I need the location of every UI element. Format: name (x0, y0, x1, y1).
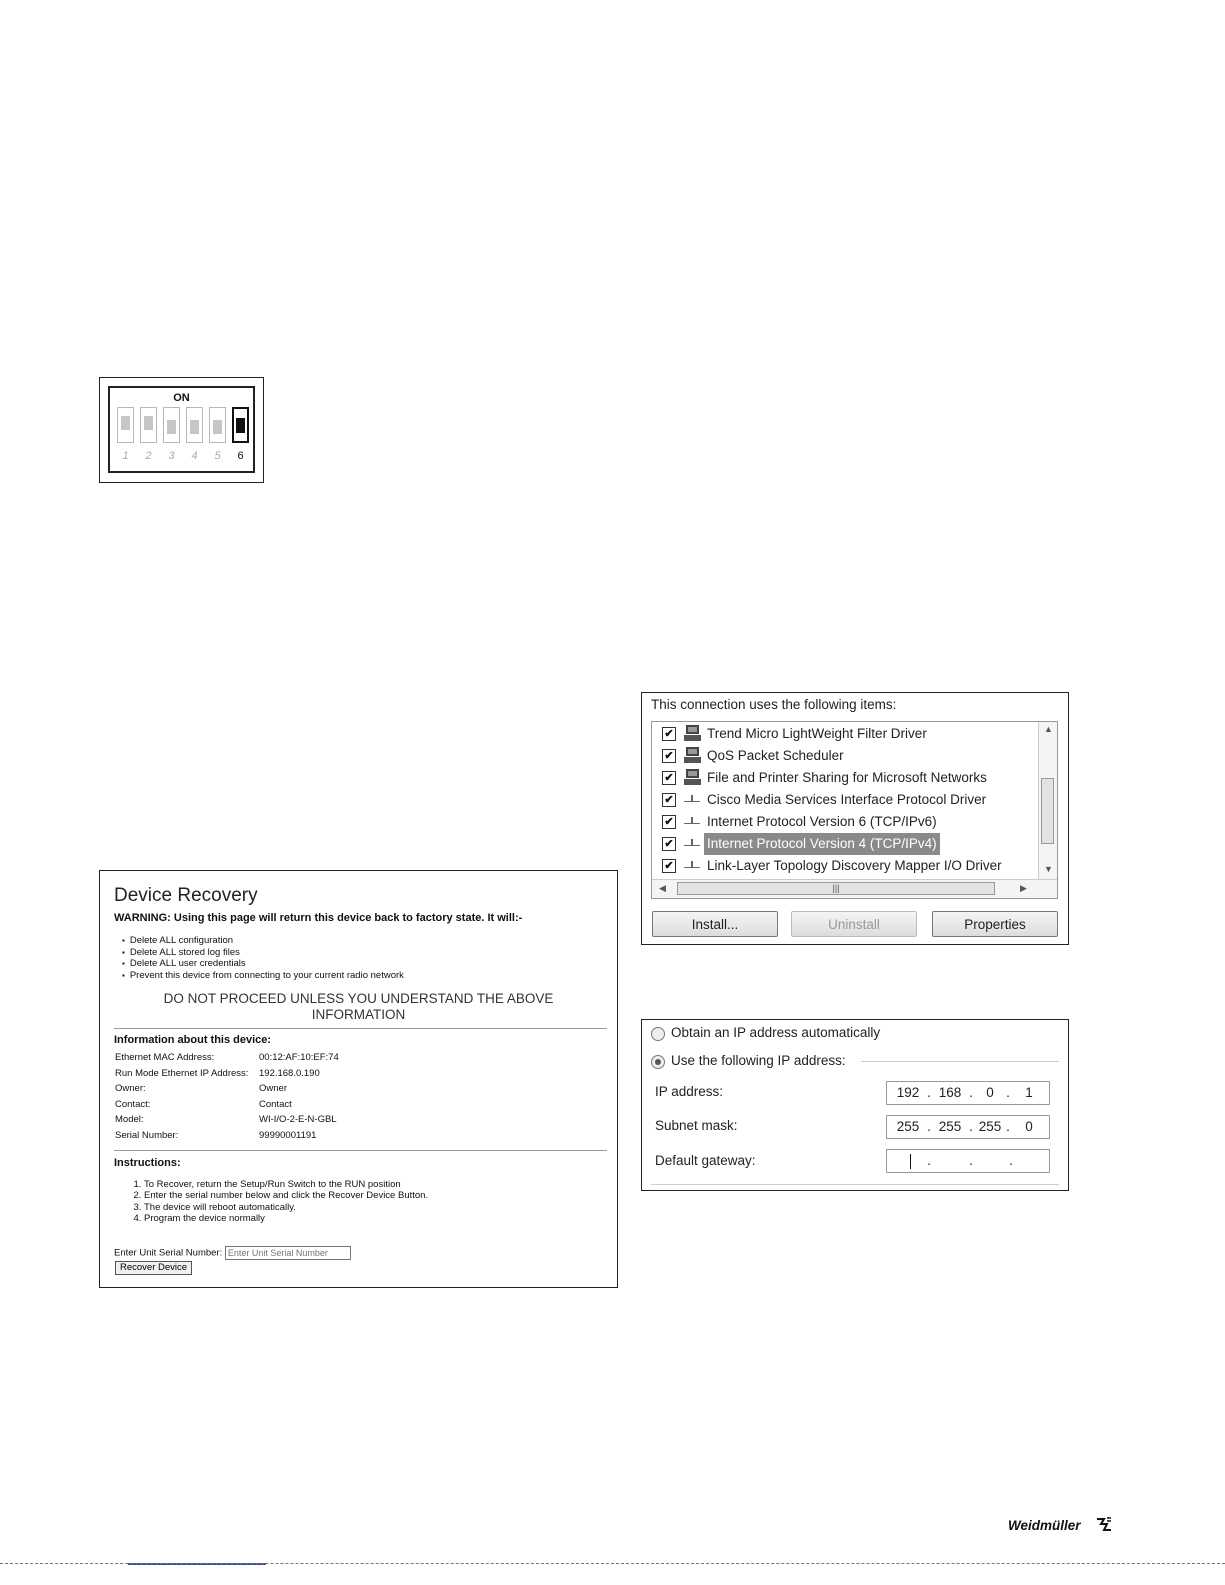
connection-items-panel (641, 692, 1069, 945)
info-value: Owner (259, 1083, 287, 1095)
use-following-radio[interactable] (651, 1055, 665, 1069)
table-row (115, 1052, 339, 1068)
list-item[interactable] (652, 767, 1042, 789)
subnet-mask-field[interactable]: 255 . 255 . 255 . 0 (886, 1115, 1050, 1139)
text-cursor (910, 1154, 911, 1169)
list-item: 4. Program the device normally (144, 1213, 428, 1224)
serial-row (114, 1246, 351, 1260)
ip-octet: 192 (896, 1085, 920, 1100)
list-item: 3. The device will reboot automatically. (144, 1202, 428, 1213)
vertical-scrollbar[interactable] (1038, 722, 1057, 880)
dip-switch-3 (163, 407, 180, 443)
serial-input[interactable] (225, 1246, 351, 1260)
item-label: QoS Packet Scheduler (707, 748, 844, 763)
ip-octet: 255 (978, 1119, 1002, 1134)
info-key: Ethernet MAC Address: (115, 1052, 215, 1063)
table-row (115, 1114, 339, 1130)
default-gateway-field[interactable]: . . . (886, 1149, 1050, 1173)
list-item[interactable] (652, 745, 1042, 767)
serial-label: Enter Unit Serial Number: (114, 1247, 223, 1259)
ip-octet: 0 (1025, 1119, 1033, 1134)
checkbox[interactable]: ✔ (662, 727, 676, 741)
table-row (115, 1130, 339, 1146)
divider (114, 1150, 607, 1151)
item-label: Internet Protocol Version 6 (TCP/IPv6) (707, 814, 937, 829)
use-following-label[interactable]: Use the following IP address: (671, 1053, 846, 1068)
obtain-auto-radio[interactable] (651, 1027, 665, 1041)
info-value: 192.168.0.190 (259, 1067, 320, 1079)
list-item[interactable] (652, 855, 1042, 877)
ip-settings-panel (641, 1019, 1069, 1191)
computer-icon (684, 747, 701, 764)
device-info-table (115, 1052, 339, 1146)
brand-logo-text: Weidmüller (1008, 1518, 1081, 1533)
dip-number: 5 (214, 450, 221, 462)
network-protocol-icon (684, 839, 700, 849)
computer-icon (684, 769, 701, 786)
list-item-selected[interactable] (652, 833, 1042, 855)
horizontal-scrollbar[interactable] (652, 879, 1057, 898)
divider (114, 1028, 607, 1029)
warning-list (114, 935, 404, 981)
dip-switch-4 (186, 407, 203, 443)
info-heading: Information about this device: (114, 1034, 272, 1046)
list-item[interactable] (652, 789, 1042, 811)
obtain-auto-label[interactable]: Obtain an IP address automatically (671, 1025, 881, 1040)
scroll-down-icon[interactable]: ▼ (1044, 864, 1053, 874)
scroll-thumb[interactable] (1041, 778, 1054, 844)
recover-device-button[interactable]: Recover Device (115, 1261, 192, 1275)
install-button[interactable]: Install... (652, 911, 778, 937)
dip-number: 4 (191, 450, 198, 462)
table-row (115, 1099, 339, 1115)
group-bottom-line (651, 1184, 1059, 1185)
connection-items-list (651, 721, 1058, 899)
ip-octet: 168 (938, 1085, 962, 1100)
dip-on-label: ON (173, 392, 190, 404)
group-divider (861, 1061, 1059, 1062)
dip-switch-6 (232, 407, 249, 443)
checkbox[interactable]: ✔ (662, 815, 676, 829)
checkbox[interactable]: ✔ (662, 749, 676, 763)
instructions-heading: Instructions: (114, 1157, 181, 1169)
caution-text: DO NOT PROCEED UNLESS YOU UNDERSTAND THE ABOVE INFORMATION (163, 991, 554, 1022)
info-key: Model: (115, 1114, 144, 1126)
dip-switch-5 (209, 407, 226, 443)
default-gateway-label: Default gateway: (655, 1153, 756, 1168)
network-protocol-icon (684, 861, 700, 871)
info-value: 00:12:AF:10:EF:74 (259, 1052, 339, 1063)
dip-number: 1 (122, 450, 129, 462)
ip-octet: 255 (896, 1119, 920, 1134)
info-key: Serial Number: (115, 1129, 179, 1141)
item-label: Cisco Media Services Interface Protocol Driver (707, 792, 987, 807)
list-item: ▪ Delete ALL user credentials (122, 958, 404, 970)
ip-octet: 255 (938, 1119, 962, 1134)
page-title: Device Recovery (114, 885, 258, 906)
checkbox[interactable]: ✔ (662, 771, 676, 785)
scroll-left-icon[interactable]: ◀ (659, 883, 666, 893)
scroll-thumb-grip-icon[interactable]: ||| (677, 882, 995, 895)
list-item: 2. Enter the serial number below and click the Recover Device Button. (144, 1190, 428, 1201)
dip-number-active: 6 (237, 450, 244, 462)
list-item: ▪ Delete ALL stored log files (122, 947, 404, 959)
ip-address-field[interactable]: 192 . 168 . 0 . 1 (886, 1081, 1050, 1105)
network-protocol-icon (684, 795, 700, 805)
ip-address-label: IP address: (655, 1084, 724, 1099)
list-item: 1. To Recover, return the Setup/Run Switch to the RUN position (144, 1179, 428, 1190)
dip-switch-2 (140, 407, 157, 443)
network-protocol-icon (684, 817, 700, 827)
dip-switch-1 (117, 407, 134, 443)
connection-label: This connection uses the following items: (651, 697, 897, 712)
checkbox[interactable]: ✔ (662, 793, 676, 807)
warning-text: WARNING: Using this page will return this device back to factory state. It will:- (114, 912, 523, 924)
info-key: Owner: (115, 1083, 146, 1095)
computer-icon (684, 725, 701, 742)
dip-switch-housing (108, 386, 255, 473)
device-recovery-panel (99, 870, 618, 1288)
properties-button[interactable]: Properties (932, 911, 1058, 937)
info-key: Run Mode Ethernet IP Address: (115, 1067, 249, 1079)
item-label: Internet Protocol Version 4 (TCP/IPv4) (704, 833, 940, 855)
info-value: Contact (259, 1098, 292, 1110)
item-label: File and Printer Sharing for Microsoft Networks (707, 770, 987, 785)
footer-rule (0, 1563, 1225, 1565)
uninstall-button[interactable]: Uninstall (791, 911, 917, 937)
table-row (115, 1068, 339, 1084)
checkbox[interactable]: ✔ (662, 859, 676, 873)
info-key: Contact: (115, 1098, 151, 1110)
ip-octet: 1 (1025, 1085, 1033, 1100)
subnet-mask-label: Subnet mask: (655, 1118, 738, 1133)
item-label: Link-Layer Topology Discovery Mapper I/O Driver (707, 858, 1002, 873)
item-label: Trend Micro LightWeight Filter Driver (707, 726, 927, 741)
list-item[interactable] (652, 723, 1042, 745)
table-row (115, 1083, 339, 1099)
scroll-up-icon[interactable]: ▲ (1044, 724, 1053, 734)
checkbox[interactable]: ✔ (662, 837, 676, 851)
info-value: 99990001191 (259, 1129, 317, 1141)
list-item: ▪ Delete ALL configuration (122, 935, 404, 947)
info-value: WI-I/O-2-E-N-GBL (259, 1114, 337, 1126)
instructions-list (114, 1179, 428, 1225)
dip-number: 3 (168, 450, 175, 462)
ip-octet: 0 (986, 1085, 994, 1100)
dip-switch-diagram (99, 377, 264, 483)
brand-mark-icon (1095, 1516, 1113, 1533)
dip-number: 2 (145, 450, 152, 462)
scroll-right-icon[interactable]: ▶ (1020, 883, 1027, 893)
list-item[interactable] (652, 811, 1042, 833)
list-item: ▪ Prevent this device from connecting to your current radio network (122, 970, 404, 982)
